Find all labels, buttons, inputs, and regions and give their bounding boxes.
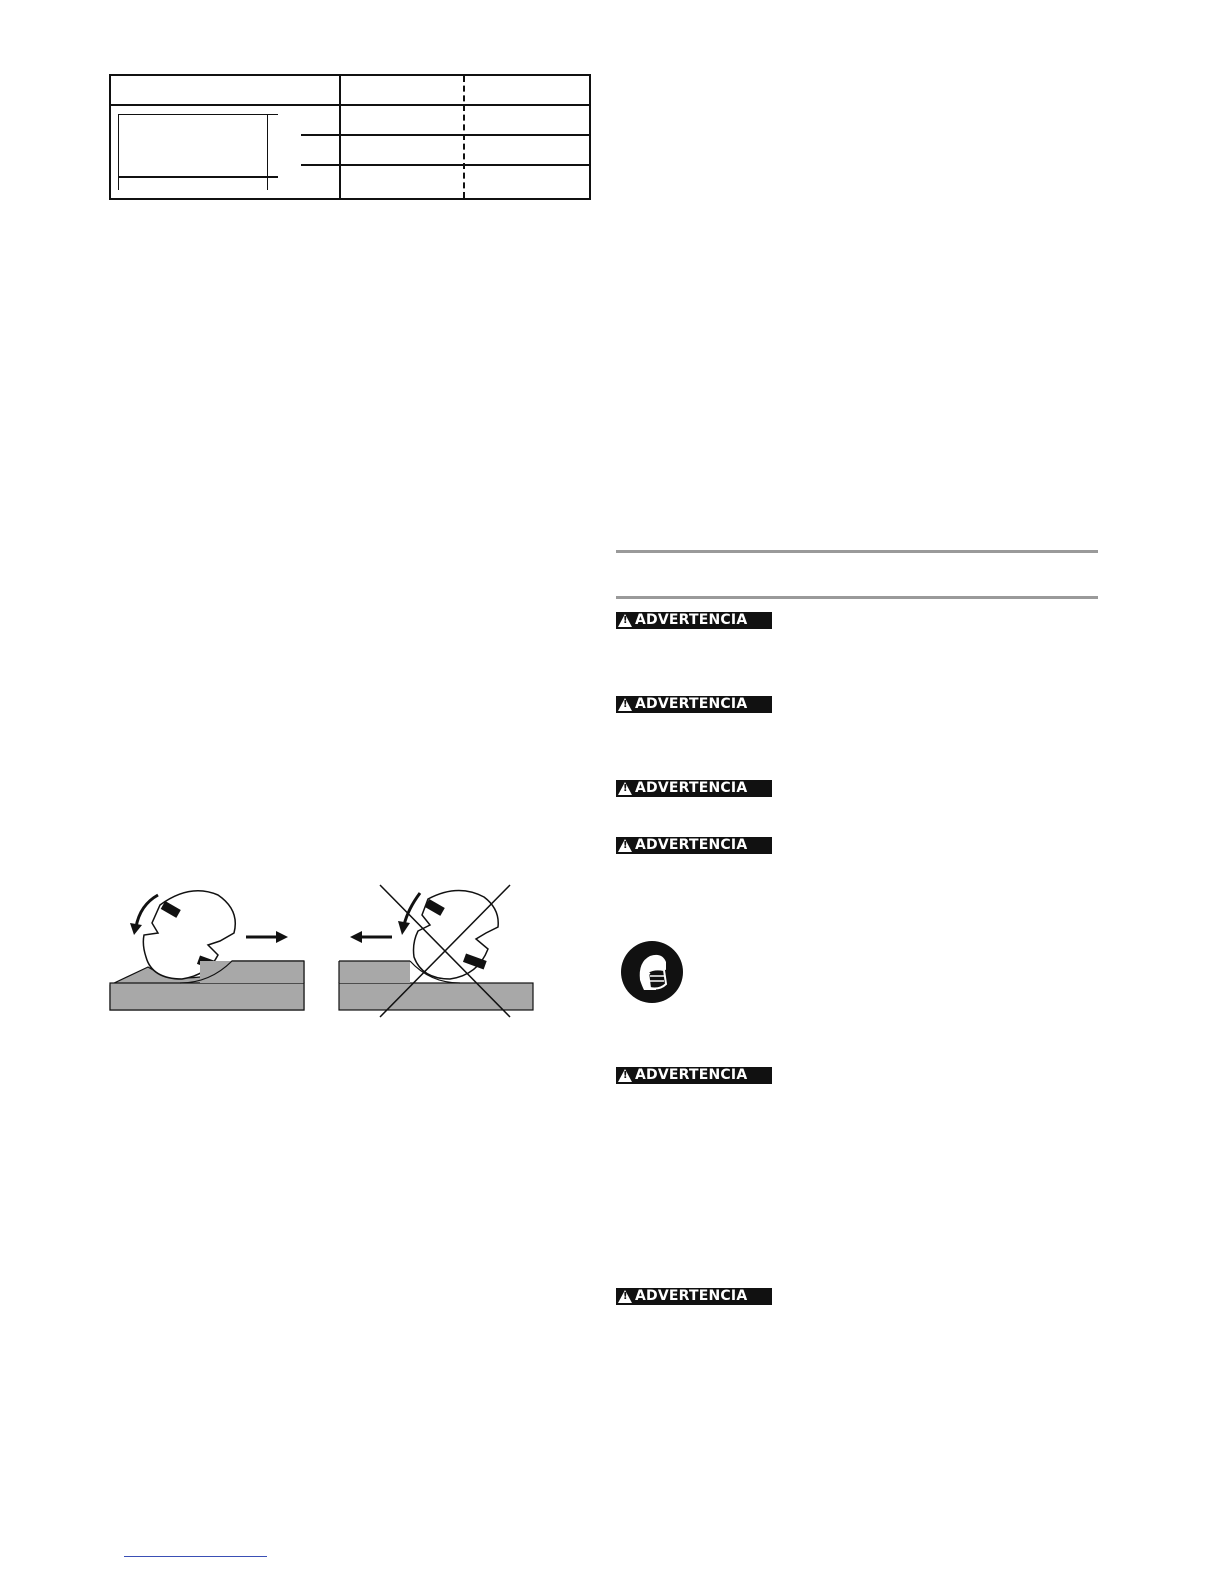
correct-cut-figure	[110, 891, 304, 1010]
footnote-rule	[124, 1556, 267, 1557]
warning-badge	[616, 612, 772, 629]
workpiece-base	[339, 983, 533, 1010]
section-rule-top	[616, 550, 1098, 553]
warning-label: ADVERTENCIA	[635, 780, 748, 796]
warning-label: ADVERTENCIA	[635, 696, 748, 712]
rotation-arrow	[404, 893, 420, 925]
warning-triangle-icon	[618, 1290, 632, 1303]
arrow-head	[130, 923, 142, 935]
dimension-line	[118, 114, 119, 190]
dimension-line	[267, 114, 268, 190]
dimension-line	[118, 114, 278, 115]
warning-triangle-icon	[618, 1069, 632, 1082]
dust-mask-icon	[620, 940, 684, 1004]
warning-triangle-icon	[618, 839, 632, 852]
warning-badge	[616, 780, 772, 797]
warning-badge	[616, 1067, 772, 1084]
warning-badge	[616, 837, 772, 854]
section-rule-bottom	[616, 596, 1098, 599]
incorrect-cut-figure	[339, 885, 533, 1017]
table-left-border	[109, 74, 111, 200]
arrow-head	[276, 931, 288, 943]
table-column-rule	[339, 74, 341, 200]
dimension-line	[118, 176, 278, 178]
warning-triangle-icon	[618, 614, 632, 627]
table-header-rule	[109, 104, 591, 106]
warning-triangle-icon	[618, 698, 632, 711]
warning-badge	[616, 1288, 772, 1305]
table-row-rule	[301, 134, 591, 136]
warning-label: ADVERTENCIA	[635, 837, 748, 853]
arrow-head	[398, 921, 410, 935]
table-bottom-border	[109, 198, 591, 200]
workpiece-base	[110, 983, 304, 1010]
warning-triangle-icon	[618, 782, 632, 795]
arrow-head	[350, 931, 362, 943]
warning-badge	[616, 696, 772, 713]
table-row-rule	[301, 164, 591, 166]
cutting-direction-diagram	[100, 875, 550, 1025]
table-dashed-rule	[463, 76, 465, 198]
table-right-border	[589, 74, 591, 200]
warning-label: ADVERTENCIA	[635, 612, 748, 628]
table-top-border	[109, 74, 591, 76]
blade-shape	[414, 890, 499, 979]
warning-label: ADVERTENCIA	[635, 1288, 748, 1304]
warning-label: ADVERTENCIA	[635, 1067, 748, 1083]
